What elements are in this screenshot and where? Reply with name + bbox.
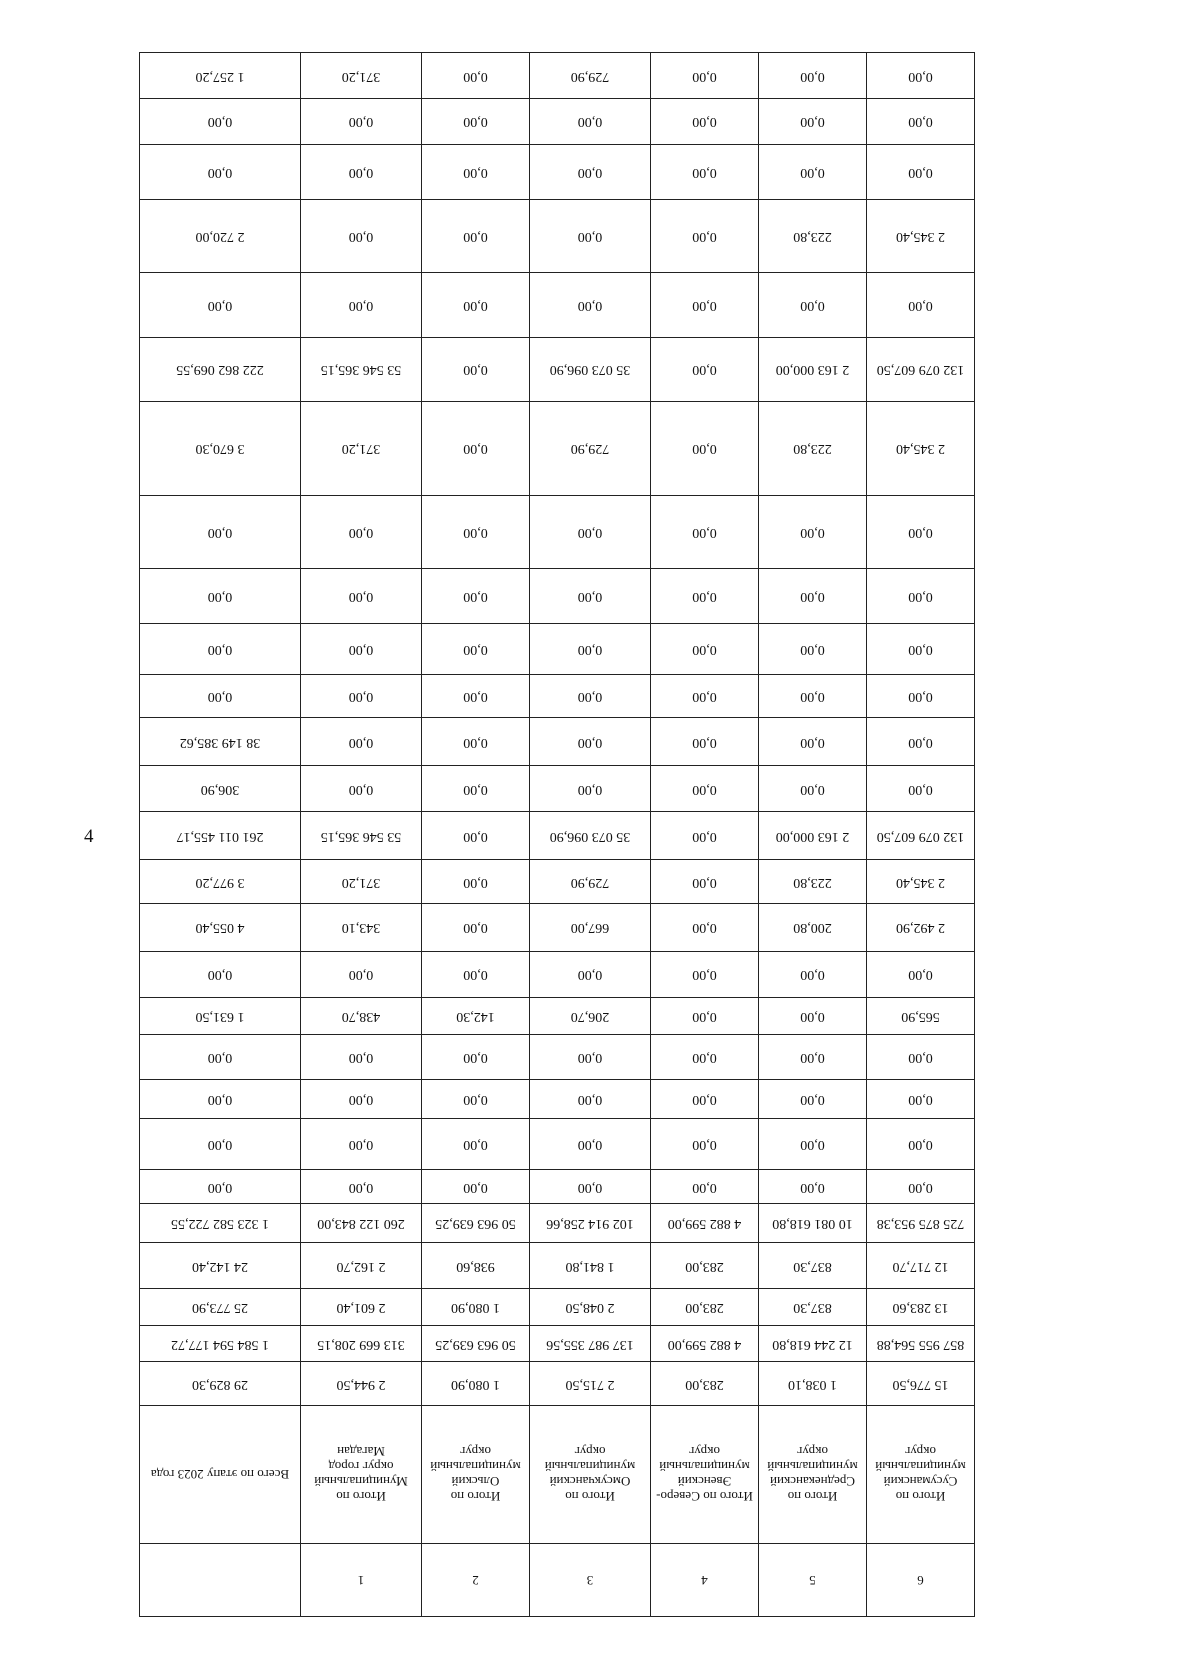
value-cell: 29 829,30 (140, 1362, 301, 1406)
value-cell: 0,00 (759, 53, 867, 99)
value-cell: 0,00 (867, 144, 975, 199)
value-cell: 1 080,90 (422, 1362, 530, 1406)
value-cell: 0,00 (422, 860, 530, 904)
value-cell: 2 720,00 (140, 199, 301, 272)
value-cell: 0,00 (867, 952, 975, 998)
value-cell: 1 038,10 (759, 1362, 867, 1406)
value-cell: 0,00 (530, 674, 651, 718)
value-cell: 25 773,90 (140, 1289, 301, 1326)
value-cell: 0,00 (422, 144, 530, 199)
value-cell: 0,00 (867, 718, 975, 766)
value-cell: 0,00 (530, 569, 651, 624)
table-row (140, 1034, 975, 1080)
value-cell: 283,00 (651, 1289, 759, 1326)
value-cell: 0,00 (140, 1169, 301, 1203)
value-cell: 0,00 (651, 401, 759, 495)
value-cell: 1 323 582 722,55 (140, 1204, 301, 1243)
row-number-cell (140, 1543, 301, 1616)
row-number-cell: 3 (530, 1543, 651, 1616)
value-cell: 0,00 (140, 674, 301, 718)
value-cell: 1 631,50 (140, 997, 301, 1034)
value-cell: 0,00 (422, 952, 530, 998)
value-cell: 0,00 (651, 273, 759, 337)
value-cell: 132 079 607,50 (867, 812, 975, 860)
value-cell: 3 670,30 (140, 401, 301, 495)
value-cell: 0,00 (301, 199, 422, 272)
value-cell: 38 149 385,62 (140, 718, 301, 766)
value-cell: 0,00 (867, 53, 975, 99)
value-cell: 0,00 (651, 144, 759, 199)
value-cell: 0,00 (759, 718, 867, 766)
value-cell: 12 717,70 (867, 1243, 975, 1289)
value-cell: 0,00 (867, 1119, 975, 1169)
value-cell: 0,00 (651, 53, 759, 99)
value-cell: 0,00 (651, 718, 759, 766)
value-cell: 1 080,90 (422, 1289, 530, 1326)
value-cell: 0,00 (301, 674, 422, 718)
value-cell: 2 048,50 (530, 1289, 651, 1326)
value-cell: 0,00 (422, 1080, 530, 1119)
value-cell: 3 977,20 (140, 860, 301, 904)
value-cell: 2 345,40 (867, 860, 975, 904)
value-cell: 0,00 (651, 337, 759, 401)
value-cell: 0,00 (301, 1169, 422, 1203)
value-cell: 0,00 (867, 273, 975, 337)
value-cell: 0,00 (759, 99, 867, 145)
value-cell: 2 715,50 (530, 1362, 651, 1406)
value-cell: 0,00 (301, 1034, 422, 1080)
value-cell: 0,00 (759, 766, 867, 812)
table-row (140, 199, 975, 272)
value-cell: 2 345,40 (867, 199, 975, 272)
value-cell: 35 073 096,90 (530, 337, 651, 401)
district-name-cell: Итого по Северо-Эвенский муниципальный округ (651, 1406, 759, 1544)
value-cell: 725 875 953,38 (867, 1204, 975, 1243)
district-name-cell: Итого по Ольский муниципальный округ (422, 1406, 530, 1544)
value-cell: 0,00 (867, 1080, 975, 1119)
value-cell: 0,00 (651, 569, 759, 624)
value-cell: 2 345,40 (867, 401, 975, 495)
table-row (140, 1289, 975, 1326)
value-cell: 0,00 (140, 1080, 301, 1119)
value-cell: 0,00 (140, 952, 301, 998)
value-cell: 0,00 (301, 569, 422, 624)
value-cell: 0,00 (867, 674, 975, 718)
value-cell: 0,00 (867, 624, 975, 674)
value-cell: 0,00 (759, 569, 867, 624)
value-cell: 313 669 208,15 (301, 1325, 422, 1362)
table-row (140, 766, 975, 812)
value-cell: 667,00 (530, 903, 651, 951)
value-cell: 2 163 000,00 (759, 812, 867, 860)
value-cell: 0,00 (530, 1119, 651, 1169)
value-cell: 0,00 (759, 1034, 867, 1080)
value-cell: 0,00 (530, 766, 651, 812)
value-cell: 132 079 607,50 (867, 337, 975, 401)
value-cell: 0,00 (759, 1119, 867, 1169)
table-row (140, 624, 975, 674)
value-cell: 53 546 365,15 (301, 812, 422, 860)
value-cell: 260 122 843,00 (301, 1204, 422, 1243)
value-cell: 35 073 096,90 (530, 812, 651, 860)
value-cell: 283,00 (651, 1243, 759, 1289)
value-cell: 0,00 (759, 674, 867, 718)
value-cell: 0,00 (530, 1169, 651, 1203)
value-cell: 200,80 (759, 903, 867, 951)
value-cell: 0,00 (422, 199, 530, 272)
value-cell: 0,00 (759, 144, 867, 199)
table-row (140, 53, 975, 99)
value-cell: 261 011 455,17 (140, 812, 301, 860)
value-cell: 0,00 (530, 1080, 651, 1119)
value-cell: 371,20 (301, 53, 422, 99)
value-cell: 0,00 (422, 495, 530, 568)
value-cell: 1 257,20 (140, 53, 301, 99)
table-row (140, 1119, 975, 1169)
district-name-cell: Итого по Сусуманский муниципальный округ (867, 1406, 975, 1544)
value-cell: 0,00 (867, 99, 975, 145)
value-cell: 0,00 (301, 99, 422, 145)
value-cell: 223,80 (759, 860, 867, 904)
value-cell: 0,00 (140, 1119, 301, 1169)
value-cell: 0,00 (530, 273, 651, 337)
table-row (140, 1204, 975, 1243)
district-name-cell: Итого по Среднеканский муниципальный округ (759, 1406, 867, 1544)
value-cell: 306,90 (140, 766, 301, 812)
table-row (140, 1169, 975, 1203)
value-cell: 0,00 (759, 273, 867, 337)
value-cell: 343,10 (301, 903, 422, 951)
page-number: 4 (84, 826, 94, 847)
value-cell: 0,00 (867, 1034, 975, 1080)
value-cell: 0,00 (422, 674, 530, 718)
value-cell: 0,00 (422, 812, 530, 860)
value-cell: 0,00 (651, 199, 759, 272)
table-row (140, 99, 975, 145)
value-cell: 0,00 (422, 401, 530, 495)
value-cell: 0,00 (140, 144, 301, 199)
value-cell: 371,20 (301, 860, 422, 904)
table-row (140, 1080, 975, 1119)
table-row (140, 812, 975, 860)
value-cell: 0,00 (301, 624, 422, 674)
table-row (140, 718, 975, 766)
value-cell: 0,00 (422, 569, 530, 624)
value-cell: 10 081 618,80 (759, 1204, 867, 1243)
value-cell: 0,00 (867, 1169, 975, 1203)
value-cell: 0,00 (422, 1169, 530, 1203)
value-cell: 0,00 (422, 337, 530, 401)
district-name-cell: Итого по Омсукчанский муниципальный округ (530, 1406, 651, 1544)
value-cell: 12 244 618,80 (759, 1325, 867, 1362)
value-cell: 0,00 (301, 766, 422, 812)
budget-table (139, 52, 975, 1617)
value-cell: 0,00 (530, 1034, 651, 1080)
row-number-cell: 2 (422, 1543, 530, 1616)
value-cell: 729,90 (530, 53, 651, 99)
value-cell: 222 862 069,55 (140, 337, 301, 401)
value-cell: 0,00 (759, 952, 867, 998)
value-cell: 0,00 (422, 903, 530, 951)
value-cell: 0,00 (140, 495, 301, 568)
value-cell: 2 601,40 (301, 1289, 422, 1326)
table-row (140, 1362, 975, 1406)
value-cell: 0,00 (140, 1034, 301, 1080)
value-cell: 0,00 (422, 1034, 530, 1080)
value-cell: 223,80 (759, 199, 867, 272)
value-cell: 0,00 (651, 674, 759, 718)
value-cell: 0,00 (140, 273, 301, 337)
row-number-cell: 4 (651, 1543, 759, 1616)
value-cell: 50 963 639,25 (422, 1204, 530, 1243)
value-cell: 0,00 (651, 495, 759, 568)
value-cell: 0,00 (651, 624, 759, 674)
value-cell: 0,00 (651, 1119, 759, 1169)
table-row (140, 495, 975, 568)
value-cell: 15 776,50 (867, 1362, 975, 1406)
value-cell: 0,00 (651, 860, 759, 904)
value-cell: 4 055,40 (140, 903, 301, 951)
value-cell: 0,00 (759, 997, 867, 1034)
table-row (140, 952, 975, 998)
table-row (140, 674, 975, 718)
value-cell: 53 546 365,15 (301, 337, 422, 401)
value-cell: 2 163 000,00 (759, 337, 867, 401)
value-cell: 142,30 (422, 997, 530, 1034)
value-cell: 0,00 (301, 1080, 422, 1119)
value-cell: 0,00 (651, 99, 759, 145)
value-cell: 0,00 (867, 569, 975, 624)
value-cell: 0,00 (530, 495, 651, 568)
value-cell: 50 963 639,25 (422, 1325, 530, 1362)
table-row (140, 401, 975, 495)
value-cell: 223,80 (759, 401, 867, 495)
value-cell: 0,00 (651, 766, 759, 812)
value-cell: 729,90 (530, 401, 651, 495)
value-cell: 4 882 599,00 (651, 1325, 759, 1362)
table-row (140, 1243, 975, 1289)
value-cell: 0,00 (422, 53, 530, 99)
table-row (140, 903, 975, 951)
value-cell: 0,00 (422, 718, 530, 766)
value-cell: 4 882 599,00 (651, 1204, 759, 1243)
table-row (140, 144, 975, 199)
value-cell: 0,00 (867, 766, 975, 812)
value-cell: 729,90 (530, 860, 651, 904)
value-cell: 0,00 (422, 766, 530, 812)
value-cell: 137 987 355,56 (530, 1325, 651, 1362)
value-cell: 0,00 (422, 99, 530, 145)
value-cell: 0,00 (301, 495, 422, 568)
row-number-cell: 5 (759, 1543, 867, 1616)
value-cell: 0,00 (422, 273, 530, 337)
value-cell: 0,00 (530, 99, 651, 145)
value-cell: 0,00 (140, 569, 301, 624)
value-cell: 0,00 (651, 903, 759, 951)
row-number-cell: 1 (301, 1543, 422, 1616)
value-cell: 0,00 (759, 624, 867, 674)
value-cell: 0,00 (530, 952, 651, 998)
value-cell: 0,00 (530, 199, 651, 272)
value-cell: 2 162,70 (301, 1243, 422, 1289)
value-cell: 371,20 (301, 401, 422, 495)
district-name-cell: Всего по этапу 2023 года (140, 1406, 301, 1544)
value-cell: 0,00 (301, 1119, 422, 1169)
table-row (140, 997, 975, 1034)
table-row (140, 569, 975, 624)
value-cell: 0,00 (301, 273, 422, 337)
value-cell: 0,00 (422, 1119, 530, 1169)
value-cell: 1 841,80 (530, 1243, 651, 1289)
budget-table-rotated (140, 52, 975, 1617)
value-cell: 0,00 (140, 624, 301, 674)
value-cell: 0,00 (301, 952, 422, 998)
value-cell: 565,90 (867, 997, 975, 1034)
value-cell: 2 492,90 (867, 903, 975, 951)
value-cell: 0,00 (140, 99, 301, 145)
value-cell: 1 584 594 177,72 (140, 1325, 301, 1362)
table-row (140, 1325, 975, 1362)
district-name-cell: Итого по Муниципальный округ город Магадан (301, 1406, 422, 1544)
row-number-row (140, 1543, 975, 1616)
value-cell: 283,00 (651, 1362, 759, 1406)
value-cell: 857 955 564,88 (867, 1325, 975, 1362)
value-cell: 0,00 (530, 624, 651, 674)
value-cell: 0,00 (651, 997, 759, 1034)
value-cell: 837,30 (759, 1243, 867, 1289)
value-cell: 0,00 (759, 1169, 867, 1203)
value-cell: 438,70 (301, 997, 422, 1034)
value-cell: 0,00 (759, 495, 867, 568)
table-row (140, 860, 975, 904)
value-cell: 0,00 (651, 952, 759, 998)
value-cell: 24 142,40 (140, 1243, 301, 1289)
table-row (140, 273, 975, 337)
value-cell: 13 283,60 (867, 1289, 975, 1326)
district-name-row (140, 1406, 975, 1544)
value-cell: 0,00 (651, 1169, 759, 1203)
value-cell: 102 914 258,66 (530, 1204, 651, 1243)
value-cell: 837,30 (759, 1289, 867, 1326)
value-cell: 0,00 (867, 495, 975, 568)
value-cell: 938,60 (422, 1243, 530, 1289)
row-number-cell: 6 (867, 1543, 975, 1616)
value-cell: 0,00 (651, 1034, 759, 1080)
value-cell: 2 944,50 (301, 1362, 422, 1406)
value-cell: 0,00 (530, 144, 651, 199)
value-cell: 0,00 (759, 1080, 867, 1119)
value-cell: 0,00 (651, 812, 759, 860)
value-cell: 0,00 (530, 718, 651, 766)
value-cell: 0,00 (422, 624, 530, 674)
value-cell: 0,00 (301, 144, 422, 199)
value-cell: 0,00 (651, 1080, 759, 1119)
value-cell: 0,00 (301, 718, 422, 766)
table-row (140, 337, 975, 401)
value-cell: 206,70 (530, 997, 651, 1034)
